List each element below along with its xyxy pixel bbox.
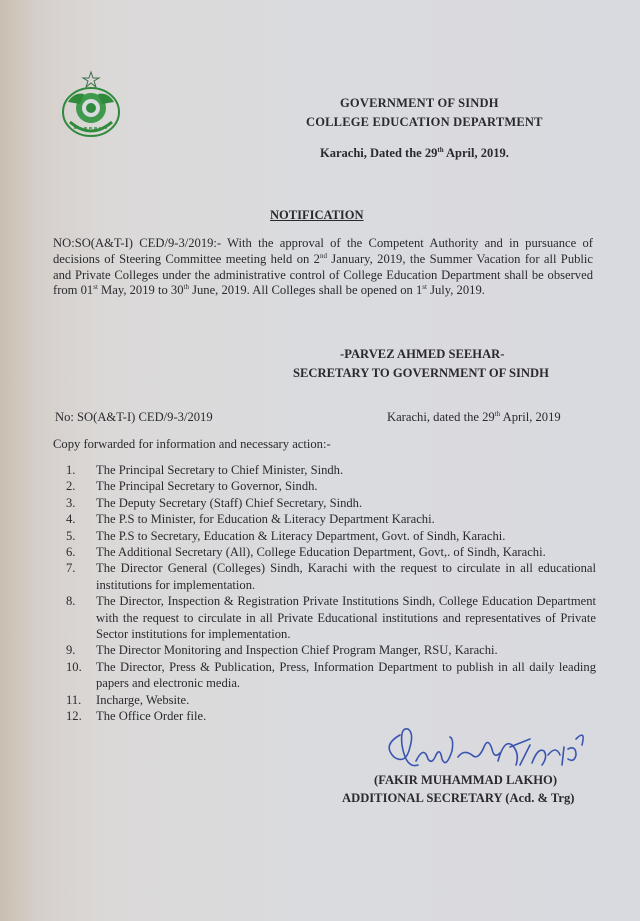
- list-item: 11. Incharge, Website.: [66, 692, 190, 707]
- signatory-name: -PARVEZ AHMED SEEHAR-: [340, 347, 505, 361]
- list-item: 6. The Additional Secretary (All), College Education Department, Govt,. of Sindh, Karachi.: [66, 545, 546, 560]
- list-item: 10. The Director, Press & Publication, Press, Information Department to publish in all daily leading papers and electronic media.: [66, 659, 596, 691]
- signatory-title: SECRETARY TO GOVERNMENT OF SINDH: [293, 366, 549, 380]
- handwritten-signature: [380, 725, 590, 780]
- reference-date: Karachi, dated the 29th April, 2019: [387, 409, 561, 424]
- list-item: 7. The Director General (Colleges) Sindh, Karachi with the request to circulate in all educational institutions for implementation.: [66, 561, 596, 592]
- list-item: 1. The Principal Secretary to Chief Minister, Sindh.: [66, 463, 344, 477]
- second-signatory-name: (FAKIR MUHAMMAD LAKHO): [374, 773, 558, 787]
- government-of-sindh-logo: [56, 70, 126, 142]
- header-department: COLLEGE EDUCATION DEPARTMENT: [306, 115, 543, 129]
- header-date: Karachi, Dated the 29th April, 2019.: [320, 145, 509, 160]
- header-government: GOVERNMENT OF SINDH: [340, 96, 499, 110]
- second-signatory-title: ADDITIONAL SECRETARY (Acd. & Trg): [342, 791, 575, 805]
- notification-body: NO:SO(A&T-I) CED/9-3/2019:- With the approval of the Competent Authority and in pursuance of decisions of Steering Committee meeting held on 2nd January, 2019, the Summer Vacation for all Public and Private Colleges under the administrative control of College Education Department shall be observed from 01st May, 2019 to 30th June, 2019. All Colleges shall be opened on 1st July, 2019.: [53, 236, 593, 298]
- notification-title: NOTIFICATION: [270, 208, 364, 222]
- list-item: 5. The P.S to Secretary, Education & Literacy Department, Govt. of Sindh, Karachi.: [66, 528, 506, 543]
- list-item: 4. The P.S to Minister, for Education & Literacy Department Karachi.: [66, 512, 435, 527]
- list-item: 3. The Deputy Secretary (Staff) Chief Secretary, Sindh.: [66, 495, 363, 510]
- list-item: 9. The Director Monitoring and Inspection Chief Program Manger, RSU, Karachi.: [66, 643, 498, 658]
- list-item: 12. The Office Order file.: [66, 709, 207, 724]
- reference-number: No: SO(A&T-I) CED/9-3/2019: [55, 410, 213, 424]
- list-item: 2. The Principal Secretary to Governor, Sindh.: [66, 479, 318, 494]
- copy-forwarded-text: Copy forwarded for information and necessary action:-: [53, 437, 331, 451]
- recipients-list: [66, 462, 596, 725]
- list-item: 8. The Director, Inspection & Registration Private Institutions Sindh, College Education Department with the request to circulate in all Private Educational institutions and representatives of Private Sector institutions for implementation.: [66, 594, 596, 642]
